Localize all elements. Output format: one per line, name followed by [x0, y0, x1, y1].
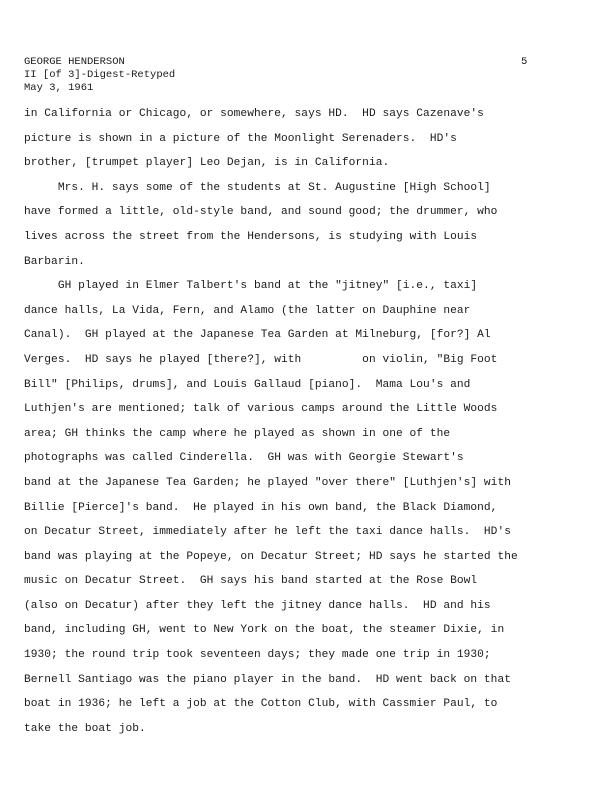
text-line: band at the Japanese Tea Garden; he played "over there" [Luthjen's] with: [24, 476, 511, 489]
interviewee-name: GEORGE HENDERSON: [24, 56, 125, 68]
text-line: Verges. HD says he played [there?], with on violin, "Big Foot: [24, 353, 498, 366]
text-line: area; GH thinks the camp where he played as shown in one of the: [24, 427, 451, 440]
text-line: on Decatur Street, immediately after he left the taxi dance halls. HD's: [24, 526, 511, 539]
text-line: have formed a little, old-style band, and sound good; the drummer, who: [24, 206, 498, 219]
interview-date: May 3, 1961: [24, 82, 94, 94]
text-line: Canal). GH played at the Japanese Tea Garden at Milneburg, [for?] Al: [24, 329, 491, 342]
text-line: 1930; the round trip took seventeen days; they made one trip in 1930;: [24, 649, 491, 662]
text-line: (also on Decatur) after they left the jitney dance halls. HD and his: [24, 599, 491, 612]
reel-label: II [of 3]-Digest-Retyped: [24, 69, 176, 81]
text-line: music on Decatur Street. GH says his band started at the Rose Bowl: [24, 575, 478, 588]
text-line: Mrs. H. says some of the students at St. Augustine [High School]: [24, 181, 491, 194]
text-line: GH played in Elmer Talbert's band at the "jitney" [i.e., taxi]: [24, 280, 478, 293]
page-number: 5: [521, 56, 528, 68]
text-line: Bill" [Philips, drums], and Louis Gallaud [piano]. Mama Lou's and: [24, 378, 471, 391]
document-header: [24, 56, 175, 95]
text-line: Billie [Pierce]'s band. He played in his own band, the Black Diamond,: [24, 501, 498, 514]
text-line: lives across the street from the Hendersons, is studying with Louis: [24, 230, 478, 243]
text-line: dance halls, La Vida, Fern, and Alamo (the latter on Dauphine near: [24, 304, 471, 317]
text-line: Barbarin.: [24, 255, 85, 268]
text-line: in California or Chicago, or somewhere, says HD. HD says Cazenave's: [24, 108, 484, 120]
text-line: photographs was called Cinderella. GH was with Georgie Stewart's: [24, 452, 464, 465]
text-line: Bernell Santiago was the piano player in the band. HD went back on that: [24, 673, 511, 686]
text-line: take the boat job.: [24, 722, 146, 735]
text-line: band was playing at the Popeye, on Decatur Street; HD says he started the: [24, 550, 518, 563]
text-line: brother, [trumpet player] Leo Dejan, is in California.: [24, 157, 390, 170]
text-line: Luthjen's are mentioned; talk of various camps around the Little Woods: [24, 403, 498, 416]
transcript-body: [24, 102, 564, 741]
text-line: picture is shown in a picture of the Moonlight Serenaders. HD's: [24, 132, 457, 145]
text-line: band, including GH, went to New York on the boat, the steamer Dixie, in: [24, 624, 505, 637]
text-line: boat in 1936; he left a job at the Cotton Club, with Cassmier Paul, to: [24, 698, 498, 711]
